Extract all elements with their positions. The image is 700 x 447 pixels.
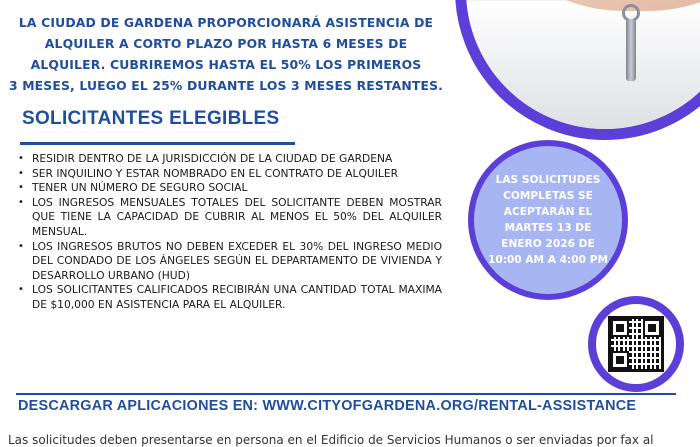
eligibility-list bbox=[14, 152, 442, 313]
deadline-badge bbox=[468, 140, 628, 300]
intro-text bbox=[6, 12, 446, 96]
intro-line: LA CIUDAD DE GARDENA PROPORCIONARÁ ASISTENCIA DE bbox=[18, 15, 434, 30]
eligibility-item: • SER INQUILINO Y ESTAR NOMBRADO EN EL CONTRATO DE ALQUILER bbox=[18, 166, 399, 180]
eligibility-item: • LOS INGRESOS MENSUALES TOTALES DEL SOLICITANTE DEBEN MOSTRAR QUE TIENE LA CAPACIDAD DE CUBRIR AL MENOS EL 50% DEL ALQUILER MENSUAL. bbox=[18, 195, 442, 238]
bullet-icon: • bbox=[18, 196, 24, 208]
download-link[interactable]: DESCARGAR APLICACIONES EN: WWW.CITYOFGARDENA.ORG/RENTAL-ASSISTANCE bbox=[18, 398, 637, 414]
bullet-icon: • bbox=[18, 284, 24, 296]
qr-finder-marker bbox=[645, 321, 659, 335]
document-paper bbox=[466, 1, 700, 140]
hand-with-keys-photo bbox=[455, 0, 700, 140]
qr-code-badge[interactable] bbox=[588, 296, 684, 392]
intro-line: ALQUILER. CUBRIREMOS HASTA EL 50% LOS PRIMEROS bbox=[30, 57, 422, 72]
key-icon bbox=[626, 19, 636, 81]
eligibility-heading: SOLICITANTES ELEGIBLES bbox=[22, 108, 280, 129]
download-divider bbox=[16, 393, 676, 395]
qr-code-icon bbox=[608, 316, 664, 372]
eligibility-item: • RESIDIR DENTRO DE LA JURISDICCIÓN DE LA CIUDAD DE GARDENA bbox=[18, 152, 393, 165]
bullet-icon: • bbox=[18, 182, 24, 194]
intro-line: ALQUILER A CORTO PLAZO POR HASTA 6 MESES DE bbox=[44, 36, 408, 51]
bullet-icon: • bbox=[18, 240, 24, 252]
heading-underline bbox=[20, 142, 295, 145]
footer-partial-text: Las solicitudes deben presentarse en persona en el Edificio de Servicios Humanos o ser enviadas por fax al bbox=[8, 433, 654, 447]
eligibility-item: • TENER UN NÚMERO DE SEGURO SOCIAL bbox=[18, 181, 248, 195]
bullet-icon: • bbox=[18, 167, 24, 179]
eligibility-item: • LOS SOLICITANTES CALIFICADOS RECIBIRÁN UNA CANTIDAD TOTAL MAXIMA DE $10,000 EN ASISTENCIA PARA EL ALQUILER. bbox=[18, 283, 442, 311]
qr-finder-marker bbox=[613, 353, 627, 367]
qr-finder-marker bbox=[613, 321, 627, 335]
bullet-icon: • bbox=[18, 153, 24, 164]
deadline-text: LAS SOLICITUDES COMPLETAS SE ACEPTARÁN EL MARTES 13 DE ENERO 2026 DE 10:00 AM A 4:00 PM bbox=[487, 174, 609, 266]
intro-line: 3 MESES, LUEGO EL 25% DURANTE LOS 3 MESES RESTANTES. bbox=[8, 78, 444, 93]
eligibility-item: • LOS INGRESOS BRUTOS NO DEBEN EXCEDER EL 30% DEL INGRESO MEDIO DEL CONDADO DE LOS ÁNGELES SEGÚN EL DEPARTAMENTO DE VIVIENDA Y DESARROLLO URBANO (HUD) bbox=[18, 239, 442, 282]
